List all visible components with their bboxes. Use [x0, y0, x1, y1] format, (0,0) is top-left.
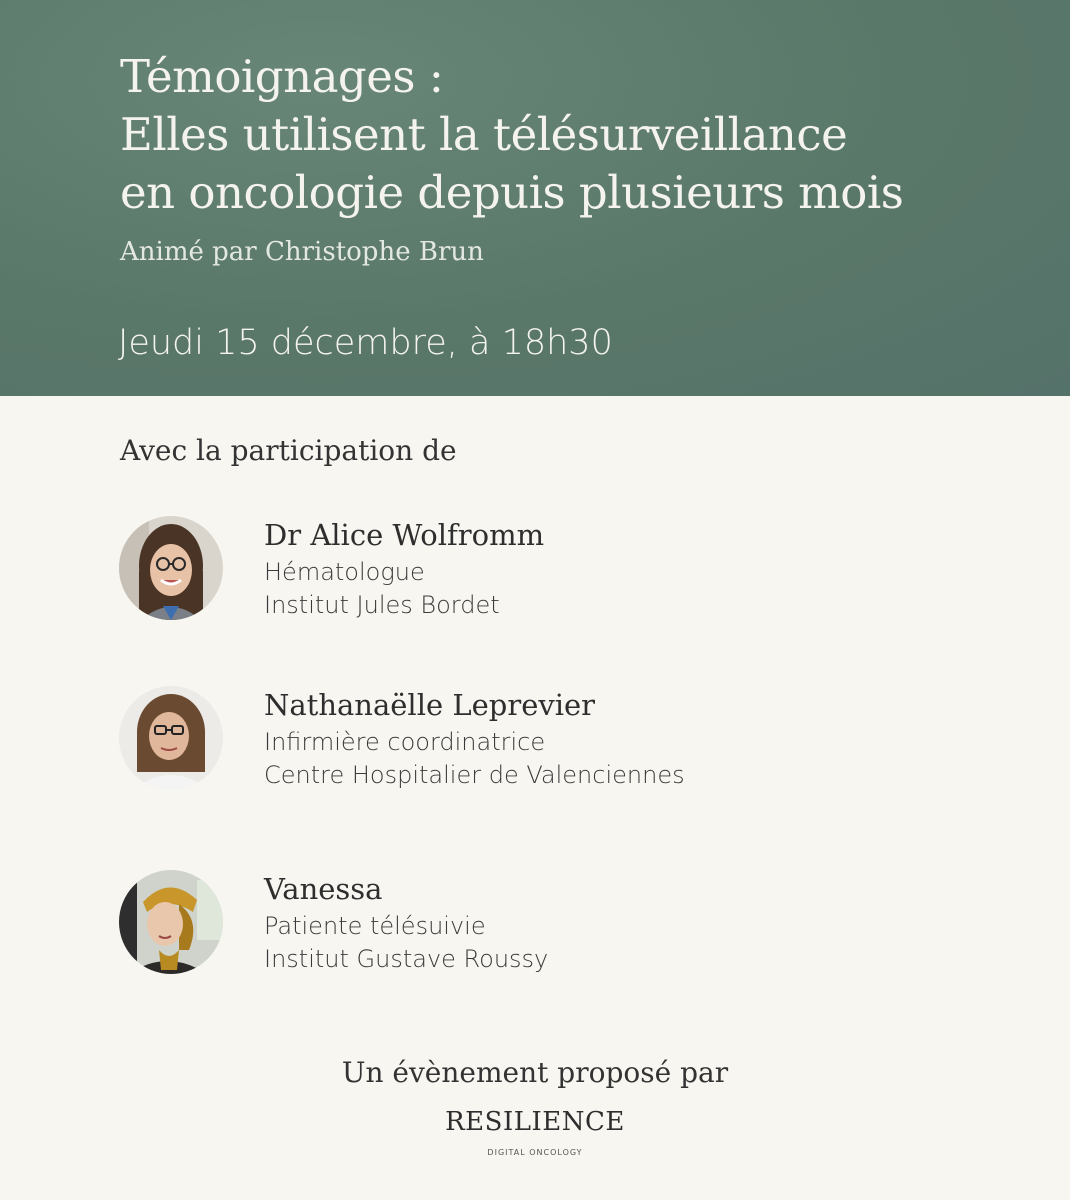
speaker-name: Nathanaëlle Leprevier [264, 688, 596, 722]
avatar [119, 516, 223, 620]
avatar [119, 686, 223, 790]
title-line-1: Témoignages : [120, 50, 444, 103]
title-line-2: Elles utilisent la télésurveillance [120, 108, 848, 161]
speaker-name: Dr Alice Wolfromm [264, 518, 545, 552]
host-text: Animé par Christophe Brun [120, 237, 484, 267]
participants-intro: Avec la participation de [120, 434, 457, 467]
logo-tagline: DIGITAL ONCOLOGY [487, 1148, 583, 1157]
title-line-3: en oncologie depuis plusieurs mois [120, 166, 904, 219]
speaker-organization: Centre Hospitalier de Valenciennes [264, 761, 685, 789]
speaker-card [119, 870, 819, 980]
speaker-role: Patiente télésuivie [264, 912, 486, 940]
header-banner [0, 0, 1070, 396]
speaker-card [119, 686, 819, 796]
organizer-intro: Un évènement proposé par [341, 1056, 729, 1089]
speaker-role: Infirmière coordinatrice [264, 728, 546, 756]
avatar [119, 870, 223, 974]
event-date: Jeudi 15 décembre, à 18h30 [118, 323, 613, 363]
speaker-organization: Institut Jules Bordet [264, 591, 500, 619]
speaker-card [119, 516, 819, 626]
speaker-organization: Institut Gustave Roussy [264, 945, 549, 973]
logo-name: RESILIENCE [445, 1107, 625, 1137]
speaker-name: Vanessa [264, 872, 383, 906]
speaker-role: Hématologue [264, 558, 425, 586]
